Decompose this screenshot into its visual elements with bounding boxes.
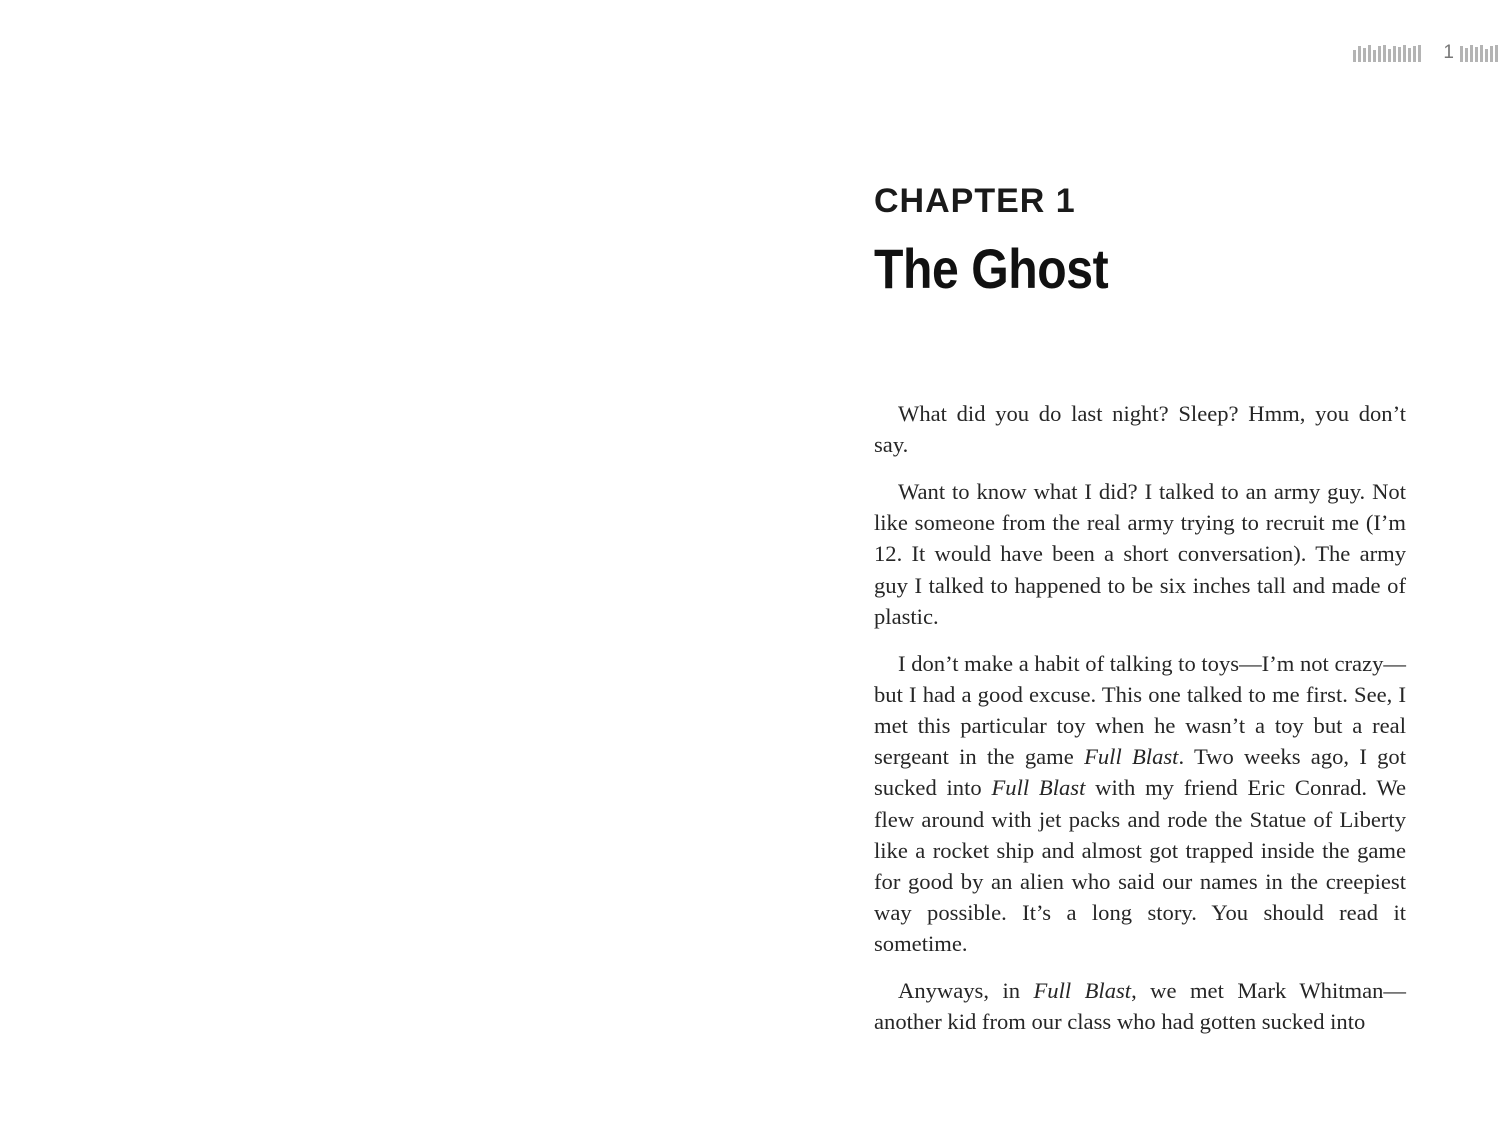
paragraph-text: , we met Mark Whitman—another kid from our class who had gotten sucked into	[874, 978, 1406, 1035]
paragraph-text: with my friend Eric Conrad. We flew around with jet packs and rode the Statue of Liberty like a rocket ship and almost got trapped inside the game for good by an alien who said our names in the creepiest way possible. It’s a long story. You should read it sometime.	[874, 775, 1406, 957]
body-paragraph	[874, 398, 1406, 460]
paragraph-text: I don’t make a habit of talking to toys—I’m not crazy—but I had a good excuse. This one talked to me first. See, I met this particular toy when he wasn’t a toy but a real sergeant in the game	[874, 650, 1406, 770]
paragraph-text: . Two weeks ago, I got sucked into	[874, 744, 1407, 801]
italic-title-text: Full Blast	[991, 775, 1086, 801]
chapter-title: The Ghost	[874, 237, 1109, 300]
page-number	[1443, 42, 1498, 64]
body-paragraph	[874, 476, 1406, 632]
paragraph-text: Want to know what I did? I talked to an army guy. Not like someone from the real army trying to recruit me (I’m 12. It would have been a short conversation). The army guy I talked to happened to be six inches tall and made of plastic.	[874, 479, 1406, 629]
running-head	[1353, 42, 1498, 64]
body-paragraph	[874, 975, 1406, 1037]
body-paragraph	[874, 648, 1406, 960]
chapter-label: CHAPTER 1	[874, 182, 1076, 220]
italic-title-text: Full Blast	[1033, 978, 1132, 1004]
paragraph-text: Anyways, in	[898, 978, 1034, 1004]
running-head-blurred-title	[1353, 44, 1421, 62]
chapter-body-text	[874, 398, 1406, 1038]
paragraph-text: What did you do last night? Sleep? Hmm, you don’t say.	[874, 401, 1406, 458]
italic-title-text: Full Blast	[1084, 744, 1179, 770]
page-number-blurred-suffix	[1460, 44, 1498, 62]
page-number-value: 1	[1443, 42, 1454, 63]
